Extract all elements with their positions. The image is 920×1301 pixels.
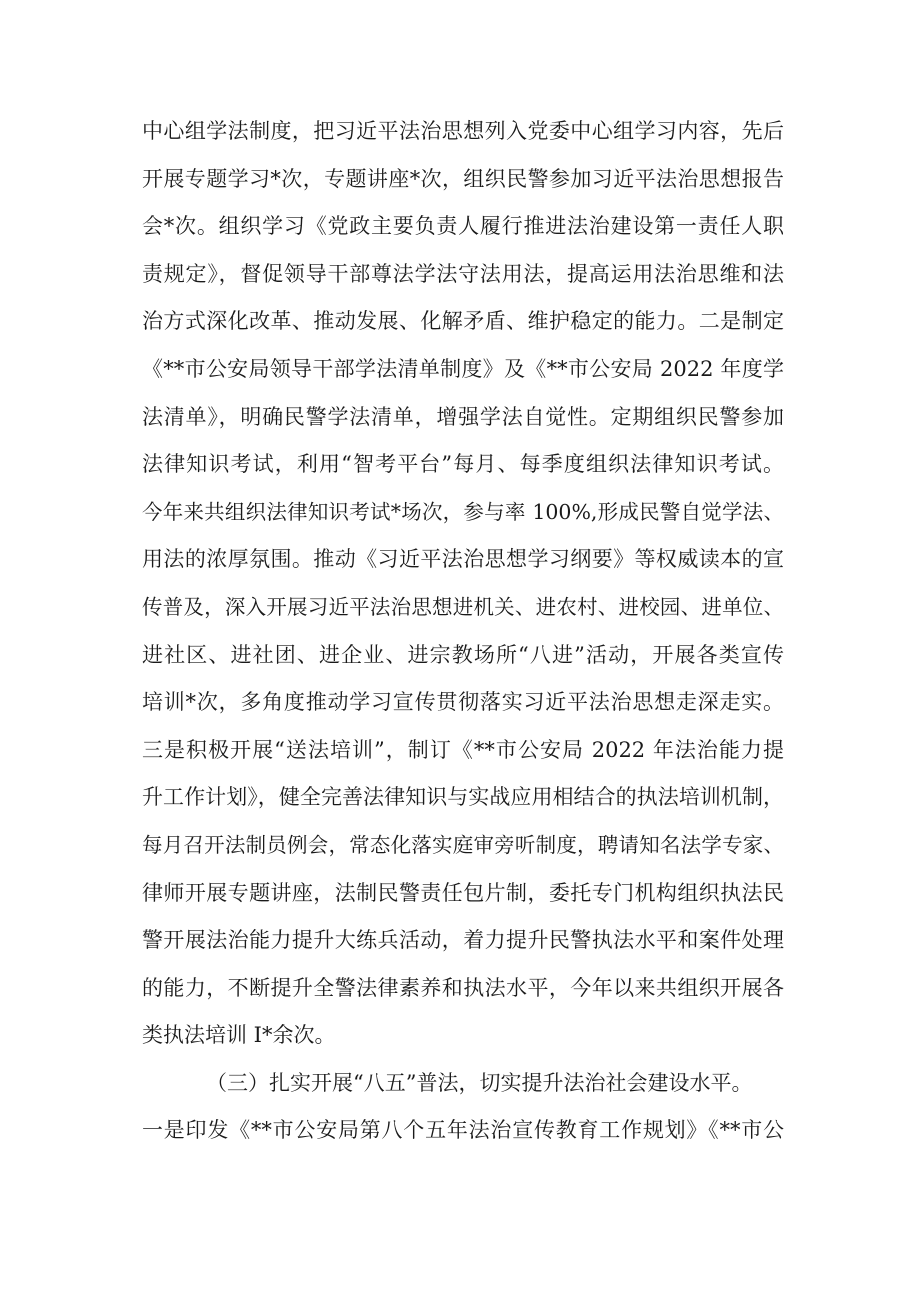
- paragraph-line: 三是积极开展“送法培训”，制订《**市公安局 2022 年法治能力提: [142, 737, 784, 762]
- paragraph-line: 律师开展专题讲座，法制民警责任包片制，委托专门机构组织执法民: [142, 880, 784, 905]
- paragraph-line: 《**市公安局领导干部学法清单制度》及《**市公安局 2022 年度学: [142, 356, 784, 381]
- paragraph-line: 法清单》，明确民警学法清单，增强学法自觉性。定期组织民警参加: [142, 404, 784, 429]
- paragraph-line: 一是印发《**市公安局第八个五年法治宣传教育工作规划》《**市公: [142, 1118, 784, 1143]
- paragraph-line: 法律知识考试，利用“智考平台”每月、每季度组织法律知识考试。: [142, 452, 784, 477]
- paragraph-line: 升工作计划》，健全完善法律知识与实战应用相结合的执法培训机制，: [142, 785, 784, 810]
- paragraph-line: 会*次。组织学习《党政主要负责人履行推进法治建设第一责任人职: [142, 214, 784, 239]
- paragraph-line: 的能力，不断提升全警法律素养和执法水平，今年以来共组织开展各: [142, 975, 784, 1000]
- paragraph-line: 治方式深化改革、推动发展、化解矛盾、维护稳定的能力。二是制定: [142, 309, 784, 334]
- paragraph-line: 开展专题学习*次，专题讲座*次，组织民警参加习近平法治思想报告: [142, 166, 784, 191]
- paragraph-line: 类执法培训 I*余次。: [142, 1023, 336, 1048]
- paragraph-line: 传普及，深入开展习近平法治思想进机关、进农村、进校园、进单位、: [142, 594, 784, 619]
- paragraph-line: 今年来共组织法律知识考试*场次，参与率 100%,形成民警自觉学法、: [142, 499, 784, 524]
- document-body: [142, 108, 784, 1155]
- section-heading: （三）扎实开展“八五”普法，切实提升法治社会建设水平。: [206, 1070, 753, 1095]
- paragraph-line: 用法的浓厚氛围。推动《习近平法治思想学习纲要》等权威读本的宣: [142, 547, 784, 572]
- paragraph-line: 每月召开法制员例会，常态化落实庭审旁听制度，聘请知名法学专家、: [142, 832, 784, 857]
- paragraph-line: 培训*次，多角度推动学习宣传贯彻落实习近平法治思想走深走实。: [142, 690, 784, 715]
- paragraph-line: 警开展法治能力提升大练兵活动，着力提升民警执法水平和案件处理: [142, 928, 784, 953]
- paragraph-line: 进社区、进社团、进企业、进宗教场所“八进”活动，开展各类宣传: [142, 642, 784, 667]
- paragraph-line: 中心组学法制度，把习近平法治思想列入党委中心组学习内容，先后: [142, 119, 784, 143]
- paragraph-line: 责规定》，督促领导干部尊法学法守法用法，提高运用法治思维和法: [142, 261, 784, 286]
